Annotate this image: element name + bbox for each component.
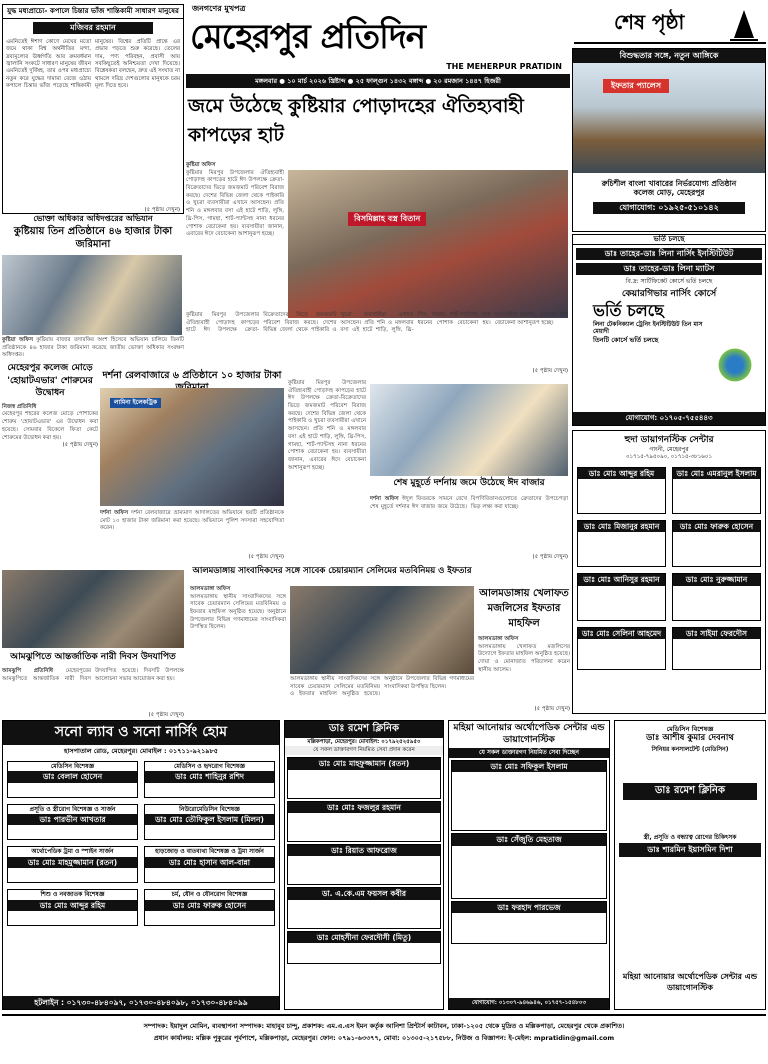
college-cont: (৫ পৃষ্ঠায় দেখুন) (62, 442, 98, 449)
khelafat-reporter: আলমডাঙ্গা অফিস (478, 636, 519, 642)
alamdanga-body (190, 586, 286, 710)
ad-mahia (448, 720, 610, 1010)
ad-right-foot: মহিয়া আনোয়ার অর্থোপেডিক সেন্টার এন্ড ডায়াগোনস্টিক (622, 972, 758, 992)
womens-day-body (2, 668, 184, 712)
ad-huda (572, 430, 766, 714)
consumer-kicker: ভোক্তা অধিকার অধিদপ্তরের অভিযান (33, 214, 153, 223)
ad-iftar-line1: রুচিশীল বাংলা খাবারের নির্ভরযোগ্য প্রতিষ্ঠান (601, 179, 737, 188)
ad-mahia-note: যে সকল ডাক্তারগণ নিয়মিত সেবা দিচ্ছেন (449, 748, 609, 758)
college-headline: মেহেরপুর কলেজ মোড়ে 'হোয়াটএভার' শোরুমের উদ্বোধন (7, 363, 93, 399)
ad-lina-t6: ভর্তি চলছে (593, 300, 664, 320)
oped-body: এমনিতেই ঈশাণ কোণে মেঘের মতো জমে থাকা বিশ্ব অর্থনীতির মন্দা, দ্রব্যমূল্যের ঊর্ধ্বগতি আর ক্রমবর্ধমান জ্বালানি সংকটে সাধারণ মানুষের জীবন এমনিতেই দুর্বিষহ, তার ওপর মধ্যপ্রাচ্যে নতুন করে যুদ্ধের দামামা বেজে ওঠায় কপালে চিন্তার ভাঁজ পড়েছে শান্তিকামী মানুষের। বিশ্বের প্রতিটি প্রান্তে এর প্রভাব পড়তে শুরু করেছে। তেলের দাম, পণ্য পরিবহন, প্রবাসী আয় সবকিছুতেই অনিশ্চয়তা দেখা দিয়েছে। বিশ্লেষকরা বলছেন, দ্রুত এই সংঘাত না থামলে দরিদ্র দেশগুলোর মানুষকে চরম মূল্য দিতে হবে। (6, 38, 180, 90)
ad-right-doc2: ডাঃ শারমিন ইয়াসমিন দিশা (619, 843, 761, 857)
masthead-tagline: জনগণের মুখপত্র (192, 4, 246, 13)
ad-huda-phone: ০১৭১৫-৭৯৫০৯০, ০১৭১৫-৩৮১৬০১ (625, 453, 713, 460)
huda-doctor-name: ডাঃ মোঃ আব্দুর রহিম (578, 468, 665, 479)
sono-doctor (144, 889, 275, 926)
mahia-doctor (451, 760, 607, 831)
alamdanga-text-2: আলমডাঙ্গায় স্থানীয় সাংবাদিকদের সঙ্গে সাবেক চেয়ারম্যান সেলিমের মতবিনিময় ও ইফতার মাহফিল অনুষ্ঠিত হয়েছে। অনুষ্ঠানে উপজেলার বিভিন্ন গণমাধ্যমের সাংবাদিকরা উপস্থিত ছিলেন। (290, 676, 474, 698)
masthead-title: মেহেরপুর প্রতিদিন (190, 17, 426, 57)
consumer-body (2, 337, 184, 360)
masthead (186, 4, 570, 72)
huda-doctor-name: ডাঃ মোঃ আনিসুর রহমান (578, 574, 665, 585)
darshana-sign: লামিনা ইলেকট্রিক (110, 398, 161, 408)
sono-spec: শিশু ও নবজাতক বিশেষজ্ঞ (40, 891, 105, 899)
huda-doctor (577, 573, 666, 620)
khelafat-body (478, 636, 570, 706)
ramesh-doctor-name: ডাঃ রিয়াত আফরোজ (288, 845, 440, 856)
huda-doctor (577, 627, 666, 670)
darshana-body (100, 510, 284, 560)
khelafat-cont: (৫ পৃষ্ঠায় দেখুন) (534, 706, 570, 712)
sono-spec: নিউরোমেডিসিন বিশেষজ্ঞ (179, 805, 240, 813)
ad-right-doc1: ডাঃ আশীষ কুমার দেবনাথ (646, 733, 734, 744)
alamdanga-headline: আলমডাঙ্গায় সাংবাদিকদের সঙ্গে সাবেক চেয়ারম্যান সেলিমের মতবিনিময় ও ইফতার (192, 566, 472, 576)
sono-doctor-name: ডাঃ পারভীন আখতার (8, 814, 137, 825)
consumer-reporter: কুষ্টিয়া অফিস (2, 337, 33, 343)
oped-cont: (৫ পৃষ্ঠায় দেখুন) (144, 206, 180, 213)
huda-doctor (577, 467, 666, 514)
eid-market-cont: (৫ পৃষ্ঠায় দেখুন) (532, 554, 568, 560)
sono-doctor (7, 846, 138, 883)
market-side-text (288, 380, 366, 470)
ad-mahia-title: মহিয়া আনোয়ার অর্থোপেডিক সেন্টার এন্ড ডায়াগোনস্টিক (453, 723, 605, 745)
ramesh-doctor (287, 931, 441, 964)
ad-lina-t4: বি.দ্র: সার্টিফিকেট কোর্সে ভর্তি চলছে (625, 277, 713, 285)
ad-huda-doctors (573, 461, 765, 677)
footer-line1: সম্পাদক: ইয়াদুল মোমিন, ব্যবস্থাপনা সম্পাদক: মাহাবুব চান্দু, প্রকাশক: এম.এ.এস ইমন কর্তৃক আনিশা প্রিন্টার্স কাটাবন, ঢাকা-১২০৫ থেকে মুদ্রিত ও মল্লিকপাড়া, মেহেরপুর থেকে প্রকাশিত। (143, 1022, 625, 1030)
oped-column (2, 4, 184, 214)
sono-doctor (7, 804, 138, 841)
ramesh-doctor (287, 801, 441, 842)
sono-doctor-name: ডাঃ মোঃ আব্দুর রহিম (8, 900, 137, 911)
sono-doctor (7, 889, 138, 926)
consumer-headline: কুষ্টিয়ায় তিন প্রতিষ্ঠানে ৪৬ হাজার টাকা জরিমানা (13, 226, 173, 250)
sono-doctor-name: ডাঃ মোঃ মাহমুজ্জামান (রতন) (8, 857, 137, 868)
sono-spec: মেডিসিন ও হৃদরোগ বিশেষজ্ঞ (174, 762, 245, 770)
ad-iftar-top: বিশুদ্ধতার সঙ্গে, নতুন আঙ্গিকে (573, 49, 765, 63)
ad-ramesh-title: ডাঃ রমেশ ক্লিনিক (285, 721, 443, 738)
sail-icon (726, 6, 762, 42)
college-reporter: নিজস্ব প্রতিনিধি (2, 403, 37, 410)
last-page-logo (574, 4, 766, 44)
ad-right-spec1: মেডিসিন বিশেষজ্ঞ (666, 725, 714, 733)
huda-doctor (672, 520, 761, 567)
date-line: মঙ্গলবার ● ১০ মার্চ ২০২৬ খ্রিষ্টাব্দ ● ২৫ ফাল্গুন ১৪৩২ বঙ্গাব্দ ● ২০ রমজান ১৪৪৭ হিজরী (186, 74, 570, 88)
ramesh-doctor (287, 844, 441, 885)
ad-huda-addr: গাংনী, মেহেরপুর (649, 446, 689, 454)
ad-right-spec3: স্ত্রী, প্রসূতি ও বন্ধ্যাত্ব রোগের চিকিৎসক (643, 833, 737, 841)
ramesh-doctor (287, 887, 441, 928)
mahia-doctor (451, 901, 607, 944)
last-page-title: শেষ পৃষ্ঠা (614, 10, 685, 34)
huda-doctor-name: ডাঃ সাইমা ফেরদৌস (673, 628, 760, 639)
sono-spec: প্রসূতি ও স্ত্রীরোগ বিশেষজ্ঞ ও সার্জন (29, 805, 116, 813)
ad-lina-t5: কেয়ারগিভার নার্সিং কোর্সে (621, 289, 717, 300)
ad-ramesh-note: যে সকল ডাক্তারগণ নিয়মিত সেবা প্রদান করেন (285, 746, 443, 755)
eid-market-text: ঈদুল ফিতরকে সামনে রেখে শেষ মুহূর্তে দর্শনার ঈদ বাজার জমে উঠেছে। বিপণিবিতানগুলোতে ক্রেতাদের উপচেপড়া ভিড় লক্ষ্য করা যাচ্ছে। (370, 496, 568, 510)
huda-doctor-name: ডাঃ মোঃ মিজানুর রহমান (578, 521, 665, 532)
ad-lina (572, 234, 766, 426)
main-story-body-2 (186, 312, 568, 368)
huda-doctor (672, 467, 761, 514)
masthead-title-en: THE MEHERPUR PRATIDIN (446, 62, 562, 71)
mahia-doctor-name: ডাঃ মোঃ সফিকুল ইসলাম (452, 761, 606, 772)
huda-doctor-name: ডাঃ মোঃ নুরুজ্জামান (673, 574, 760, 585)
ad-lina-logo (715, 347, 755, 383)
alamdanga-body-2 (290, 676, 474, 712)
huda-doctor-name: ডাঃ মোঃ সেলিনা আহমেদ (578, 628, 665, 639)
ad-ramesh (284, 720, 444, 1010)
mahia-doctor-name: ডাঃ সেঁজুতি মেহতাজ (452, 834, 606, 845)
ad-mahia-phone: যোগাযোগ: ০১৩০৭-৯৪৬৯৪৬, ০১৭৫৭-১৫৪৮০৩ (449, 998, 609, 1009)
ramesh-doctor-name: ডাঃ মোঃ ফজলুর রহমান (288, 802, 440, 813)
ad-lina-t3: ডাঃ তাহের-ডাঃ লিনা ম্যাটস (576, 263, 762, 275)
sono-doctor-name: ডাঃ মোঃ ফারুক হোসেন (145, 900, 274, 911)
sono-doctor (144, 846, 275, 883)
darshana-reporter: দর্শনা অফিস (100, 510, 129, 516)
ad-lina-t1: ভর্তি চলছে (573, 235, 765, 245)
ad-lina-t7: লিনা টেকনিক্যাল ট্রেনিং ইনস্টিটিউট তিন মাস মেয়াদী (593, 320, 703, 335)
main-story-cont: (৫ পৃষ্ঠায় দেখুন) (532, 368, 568, 374)
ad-huda-name: হুদা ডায়াগনস্টিক সেন্টার (624, 435, 714, 445)
ad-right (614, 720, 766, 1010)
oped-author: মজিবর রহমান (33, 22, 153, 34)
ad-sono (2, 720, 280, 1010)
ad-sono-title: সনো ল্যাব ও সনো নার্সিং হোম (3, 721, 279, 745)
darshana-text: দর্শনা রেলবাজারে ভ্রাম্যমাণ আদালতের অভিযানে ছয়টি প্রতিষ্ঠানকে মোট ১০ হাজার টাকা জরিমানা করা হয়েছে। অভিযানে পুলিশ সদস্যরা সহযোগিতা করেন। (100, 510, 284, 532)
ramesh-doctor-name: ডা. এ.কে.এম ফয়সল কবীর (288, 888, 440, 899)
womens-day-text: মেহেরপুরের আমঝুপিতে আন্তর্জাতিক নারী দিবস উদযাপিত হয়েছে। দিবসটি উপলক্ষে আলোচনা সভার আয়োজন করা হয়। (2, 668, 184, 682)
womens-day-headline: আমঝুপিতে আন্তর্জাতিক নারী দিবস উদযাপিত (10, 652, 176, 662)
ad-sono-grid (3, 757, 279, 931)
consumer-story (2, 214, 184, 360)
college-body (2, 404, 98, 442)
eid-market-headline: শেষ মুহূর্তে দর্শনায় জমে উঠেছে ঈদ বাজার (393, 478, 545, 488)
sono-doctor-name: ডাঃ মোঃ হাসান আল-বান্না (145, 857, 274, 868)
ad-iftar-contact: যোগাযোগ: ০১৯২৫-৫১০১৪২ (593, 202, 745, 214)
sono-doctor-name: ডাঃ মোঃ শাহিনুর রশিদ (145, 771, 274, 782)
oped-headline: যুদ্ধ মধ্যপ্রাচ্যে- কপালে চিন্তার ভাঁজ শান্তিকামী সাধারণ মানুষের (3, 5, 183, 19)
mahia-doctor (451, 833, 607, 898)
womens-day-photo (2, 570, 184, 648)
main-headline: জমে উঠেছে কুষ্টিয়ার পোড়াদহের ঐতিহ্যবাহী কাপড়ের হাট (188, 95, 524, 146)
sono-spec: হাড়জোড় ও বাতব্যথা বিশেষজ্ঞ ও ট্রমা সার্জন (155, 848, 264, 856)
footer-line2: প্রধান কার্যালয়: মল্লিক পুকুরের পূর্বপাশে, মল্লিকপাড়া, মেহেরপুর। ফোন: ০৭৯১-৬৩৩৭৭, মোবা: ০১৩০৫-২১৭৫৮৮, নিউজ ও বিজ্ঞাপন: ই-মেইল: mpratidin@gmail.com (153, 1034, 615, 1043)
ad-lina-t9: যোগাযোগ: ০১৭০৫-৭৫৫৪৪৩ (573, 412, 765, 425)
alamdanga-photo (290, 586, 474, 674)
ad-iftar-photo (573, 63, 765, 173)
ad-lina-t8: তিনটি কোর্সে ভর্তি চলছে (593, 335, 659, 344)
darshana-cont: (৫ পৃষ্ঠায় দেখুন) (248, 554, 284, 560)
main-story-text-2: কুষ্টিয়ার মিরপুর উপজেলার ঐতিহ্যবাহী পোড়াদহ কাপড়ের হাটে ঈদ উপলক্ষে ক্রেতা-বিক্রেতাদের ভিড়ে জমজমাট পরিবেশ বিরাজ করছে। দেশের বিভিন্ন জেলা থেকে পাইকারি ও খুচরা ব্যবসায়ীরা এখানে আসছেন। প্রতি শনি ও মঙ্গলবার বসা এই হাটে শাড়ি, লুঙ্গি, থ্রি-পিস, গামছা, শার্ট-প্যান্টসহ নানা ধরনের পোশাক বেচাকেনা হয়। ব্যবসায়ীরা জানান, এবারের ঈদে বেচাকেনা আশানুরূপ হচ্ছে। (186, 312, 568, 334)
consumer-text: কুষ্টিয়ায় বাজার তদারকির অংশ হিসেবে অভিযান চালিয়ে তিনটি প্রতিষ্ঠানকে ৪৬ হাজার টাকা জরিমানা করেছে জাতীয় ভোক্তা অধিকার সংরক্ষণ অধিদপ্তর। (2, 337, 184, 359)
eid-market-photo (370, 384, 568, 476)
main-shop-sign: বিসমিল্লাহ বস্ত্র বিতান (348, 212, 426, 226)
market-side-body: কুষ্টিয়ার মিরপুর উপজেলার ঐতিহ্যবাহী পোড়াদহ কাপড়ের হাটে ঈদ উপলক্ষে ক্রেতা-বিক্রেতাদের ভিড়ে জমজমাট পরিবেশ বিরাজ করছে। দেশের বিভিন্ন জেলা থেকে পাইকারি ও খুচরা ব্যবসায়ীরা এখানে আসছেন। প্রতি শনি ও মঙ্গলবার বসা এই হাটে শাড়ি, লুঙ্গি, থ্রি-পিস, গামছা, শার্ট-প্যান্টসহ নানা ধরনের পোশাক বেচাকেনা হয়। ব্যবসায়ীরা জানান, এবারের ঈদে বেচাকেনা আশানুরূপ হচ্ছে। (288, 380, 366, 471)
darshana-photo (100, 388, 284, 506)
alamdanga-reporter: আলমডাঙ্গা অফিস (190, 586, 231, 592)
huda-doctor (672, 627, 761, 670)
ad-iftar-sign: ইফতার প্যালেস (603, 79, 669, 93)
eid-market-body (370, 496, 568, 552)
main-story-text: কুষ্টিয়ার মিরপুর উপজেলার ঐতিহ্যবাহী পোড়াদহ কাপড়ের হাটে ঈদ উপলক্ষে ক্রেতা-বিক্রেতাদের ভিড়ে জমজমাট পরিবেশ বিরাজ করছে। দেশের বিভিন্ন জেলা থেকে পাইকারি ও খুচরা ব্যবসায়ীরা এখানে আসছেন। প্রতি শনি ও মঙ্গলবার বসা এই হাটে শাড়ি, লুঙ্গি, থ্রি-পিস, গামছা, শার্ট-প্যান্টসহ নানা ধরনের পোশাক বেচাকেনা হয়। ব্যবসায়ীরা জানান, এবারের ঈদে বেচাকেনা আশানুরূপ হচ্ছে। (186, 169, 284, 238)
huda-doctor-name: ডাঃ মোঃ ফারুক হোসেন (673, 521, 760, 532)
alamdanga-text: আলমডাঙ্গায় স্থানীয় সাংবাদিকদের সঙ্গে সাবেক চেয়ারম্যান সেলিমের মতবিনিময় ও ইফতার মাহফিল অনুষ্ঠিত হয়েছে। অনুষ্ঠানে উপজেলার বিভিন্ন গণমাধ্যমের সাংবাদিকরা উপস্থিত ছিলেন। (190, 593, 286, 631)
sono-spec: চর্ম, যৌন ও যৌনরোগ বিশেষজ্ঞ (171, 891, 248, 899)
khelafat-text: আলমডাঙ্গায় খেলাফত মজলিসের উদ্যোগে ইফতার মাহফিল অনুষ্ঠিত হয়েছে। দোয়া ও মোনাজাত পরিচালনা করেন স্থানীয় আলেম। (478, 643, 570, 673)
khelafat-headline: আলমডাঙ্গায় খেলাফত মজলিসের ইফতার মাহফিল (479, 588, 569, 629)
consumer-photo (2, 255, 182, 335)
sono-doctor-name: ডাঃ মোঃ তৌফিকুল ইসলাম (মিলন) (145, 814, 274, 825)
darshana-headline: দর্শনা রেলবাজারে ৬ প্রতিষ্ঠানে ১০ হাজার টাকা (102, 370, 282, 381)
huda-doctor-name: ডাঃ মোঃ এমরানুল ইসলাম (673, 468, 760, 479)
ad-right-clinic: ডাঃ রমেশ ক্লিনিক (623, 783, 757, 800)
ad-sono-hotline: হটলাইন : ০১৭৩০-৪৮৪০৯৭, ০১৭৩০-৪৮৪০৯৮, ০১৭৩০-৪৮৪০৯৯ (3, 996, 279, 1009)
college-text: মেহেরপুর শহরের কলেজ মোড়ে পোশাকের শোরুম 'হোয়াটএভার' এর উদ্বোধন করা হয়েছে। সোমবার বিকেলে ফিতা কেটে শোরুমের উদ্বোধন করা হয়। (2, 411, 98, 441)
womens-day-cont: (৫ পৃষ্ঠায় দেখুন) (148, 712, 184, 718)
ad-iftar-line2: কলেজ মোড়, মেহেরপুর (633, 188, 705, 198)
huda-doctor (672, 573, 761, 620)
ad-sono-addr: হাসপাতাল রোড, মেহেরপুর। মোবাইল : ০১৭১১-৯২১৯৮৫ (64, 746, 218, 755)
ramesh-doctor-name: ডাঃ মোঃ মাহফুজ্জামান (রতন) (288, 758, 440, 769)
mahia-doctor-name: ডাঃ ফরহাদ পারভেজ (452, 902, 606, 913)
ad-right-spec2: সিনিয়র কনসালটেন্ট (মেডিসিন) (651, 745, 729, 753)
ad-iftar (572, 48, 766, 232)
main-story-photo (288, 170, 568, 318)
ad-lina-t2: ডাঃ তাহের-ডাঃ লিনা নার্সিং ইনস্টিটিউট (576, 248, 762, 260)
ramesh-doctor (287, 757, 441, 798)
footer (2, 1014, 766, 1060)
main-story-reporter: কুষ্টিয়া অফিস (186, 162, 216, 168)
sono-doctor-name: ডাঃ বেলাল হোসেন (8, 771, 137, 782)
sono-doctor (144, 761, 275, 798)
womens-day-reporter: আমঝুপি প্রতিনিধি (2, 668, 54, 674)
sono-doctor (144, 804, 275, 841)
sono-doctor (7, 761, 138, 798)
ramesh-doctor-name: ডাঃ মোহসীনা ফেরদৌসী (মিতু) (288, 932, 440, 943)
huda-doctor (577, 520, 666, 567)
sono-spec: অর্থোপেডিক ট্রমা ও স্পাইন সার্জন (31, 848, 114, 856)
sono-spec: মেডিসিন বিশেষজ্ঞ (50, 762, 95, 770)
eid-market-reporter: দর্শনা অফিস (370, 496, 399, 502)
ad-ramesh-addr: মল্লিকপাড়া, মেহেরপুর। মোবাইল: ০১৭৯২৫২৫৯৫০ (307, 738, 421, 745)
main-story-body (186, 162, 284, 308)
college-story (2, 362, 98, 566)
